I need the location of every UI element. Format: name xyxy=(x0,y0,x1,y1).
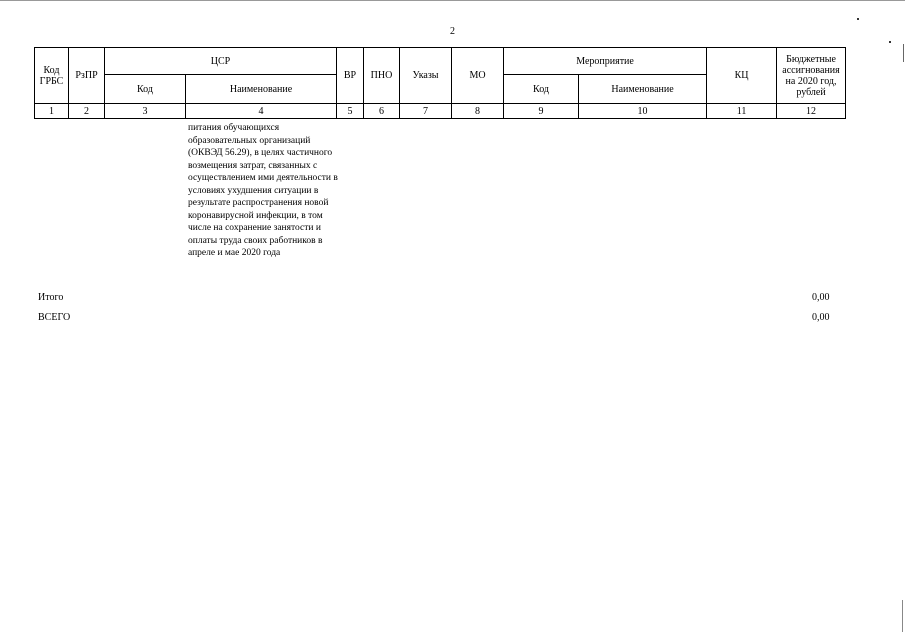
page-number: 2 xyxy=(450,26,455,37)
header-budget: Бюджетные ассигнования на 2020 год, рублей xyxy=(777,48,846,104)
header-ukazy: Указы xyxy=(400,48,452,104)
header-row xyxy=(35,48,846,75)
vsego-value: 0,00 xyxy=(812,312,830,323)
column-number: 7 xyxy=(400,104,452,119)
vsego-label: ВСЕГО xyxy=(38,312,71,323)
scan-line-top xyxy=(0,0,905,1)
column-number: 8 xyxy=(452,104,504,119)
header-kc: КЦ xyxy=(707,48,777,104)
header-mer-name: Наименование xyxy=(579,75,707,104)
column-number-row xyxy=(35,104,846,119)
column-number: 1 xyxy=(35,104,69,119)
header-csr-name: Наименование xyxy=(186,75,337,104)
header-meropriyatie: Мероприятие xyxy=(504,48,707,75)
itogo-label: Итого xyxy=(38,292,64,303)
budget-table xyxy=(34,47,846,119)
column-number: 9 xyxy=(504,104,579,119)
column-number: 10 xyxy=(579,104,707,119)
column-number: 12 xyxy=(777,104,846,119)
header-vr: ВР xyxy=(337,48,364,104)
column-number: 11 xyxy=(707,104,777,119)
scan-line-right-bottom xyxy=(902,600,903,632)
header-csr: ЦСР xyxy=(105,48,337,75)
column-number: 3 xyxy=(105,104,186,119)
scan-dot xyxy=(889,41,891,43)
header-kod-grbs: Код ГРБС xyxy=(35,48,69,104)
header-pno: ПНО xyxy=(364,48,400,104)
scan-line-right xyxy=(903,44,904,62)
itogo-value: 0,00 xyxy=(812,292,830,303)
name-continuation-text: питания обучающихся образовательных организаций (ОКВЭД 56.29), в целях частичного возмещения затрат, связанных с осуществлением ими деятельности в условиях ухудшения ситуации в результате распространения новой коронавирусной инфекции, в том числе на сохранение занятости и оплаты труда своих работников в апреле и мае 2020 года xyxy=(188,123,338,258)
header-csr-kod: Код xyxy=(105,75,186,104)
scan-dot xyxy=(857,18,859,20)
column-number: 4 xyxy=(186,104,337,119)
column-number: 6 xyxy=(364,104,400,119)
column-number: 5 xyxy=(337,104,364,119)
header-mo: МО xyxy=(452,48,504,104)
header-mer-kod: Код xyxy=(504,75,579,104)
header-rzpr: РзПР xyxy=(69,48,105,104)
column-number: 2 xyxy=(69,104,105,119)
